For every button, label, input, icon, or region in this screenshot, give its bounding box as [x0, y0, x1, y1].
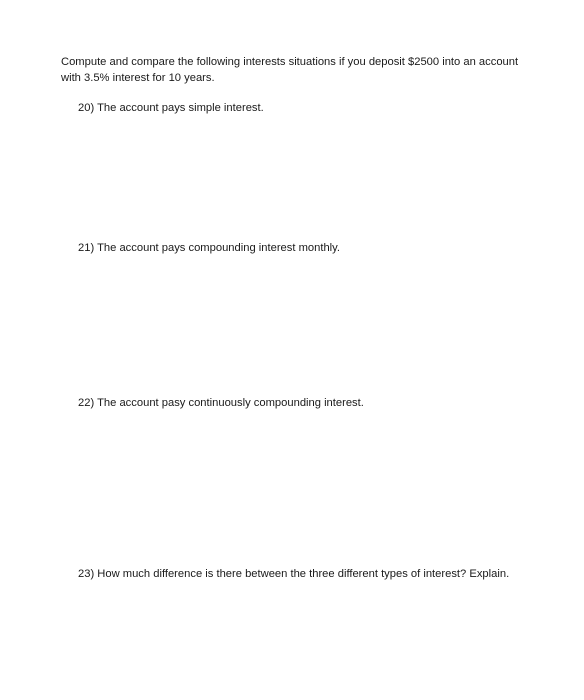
intro-line-1: Compute and compare the following interests situations if you deposit $2500 into an account — [61, 56, 519, 68]
question-21: 21) The account pays compounding interest monthly. — [78, 242, 341, 254]
question-22: 22) The account pasy continuously compounding interest. — [78, 397, 364, 409]
question-20: 20) The account pays simple interest. — [78, 102, 264, 114]
question-23: 23) How much difference is there between the three different types of interest? Explain. — [78, 568, 510, 580]
intro-paragraph — [61, 54, 541, 86]
intro-line-2: with 3.5% interest for 10 years. — [61, 72, 215, 84]
